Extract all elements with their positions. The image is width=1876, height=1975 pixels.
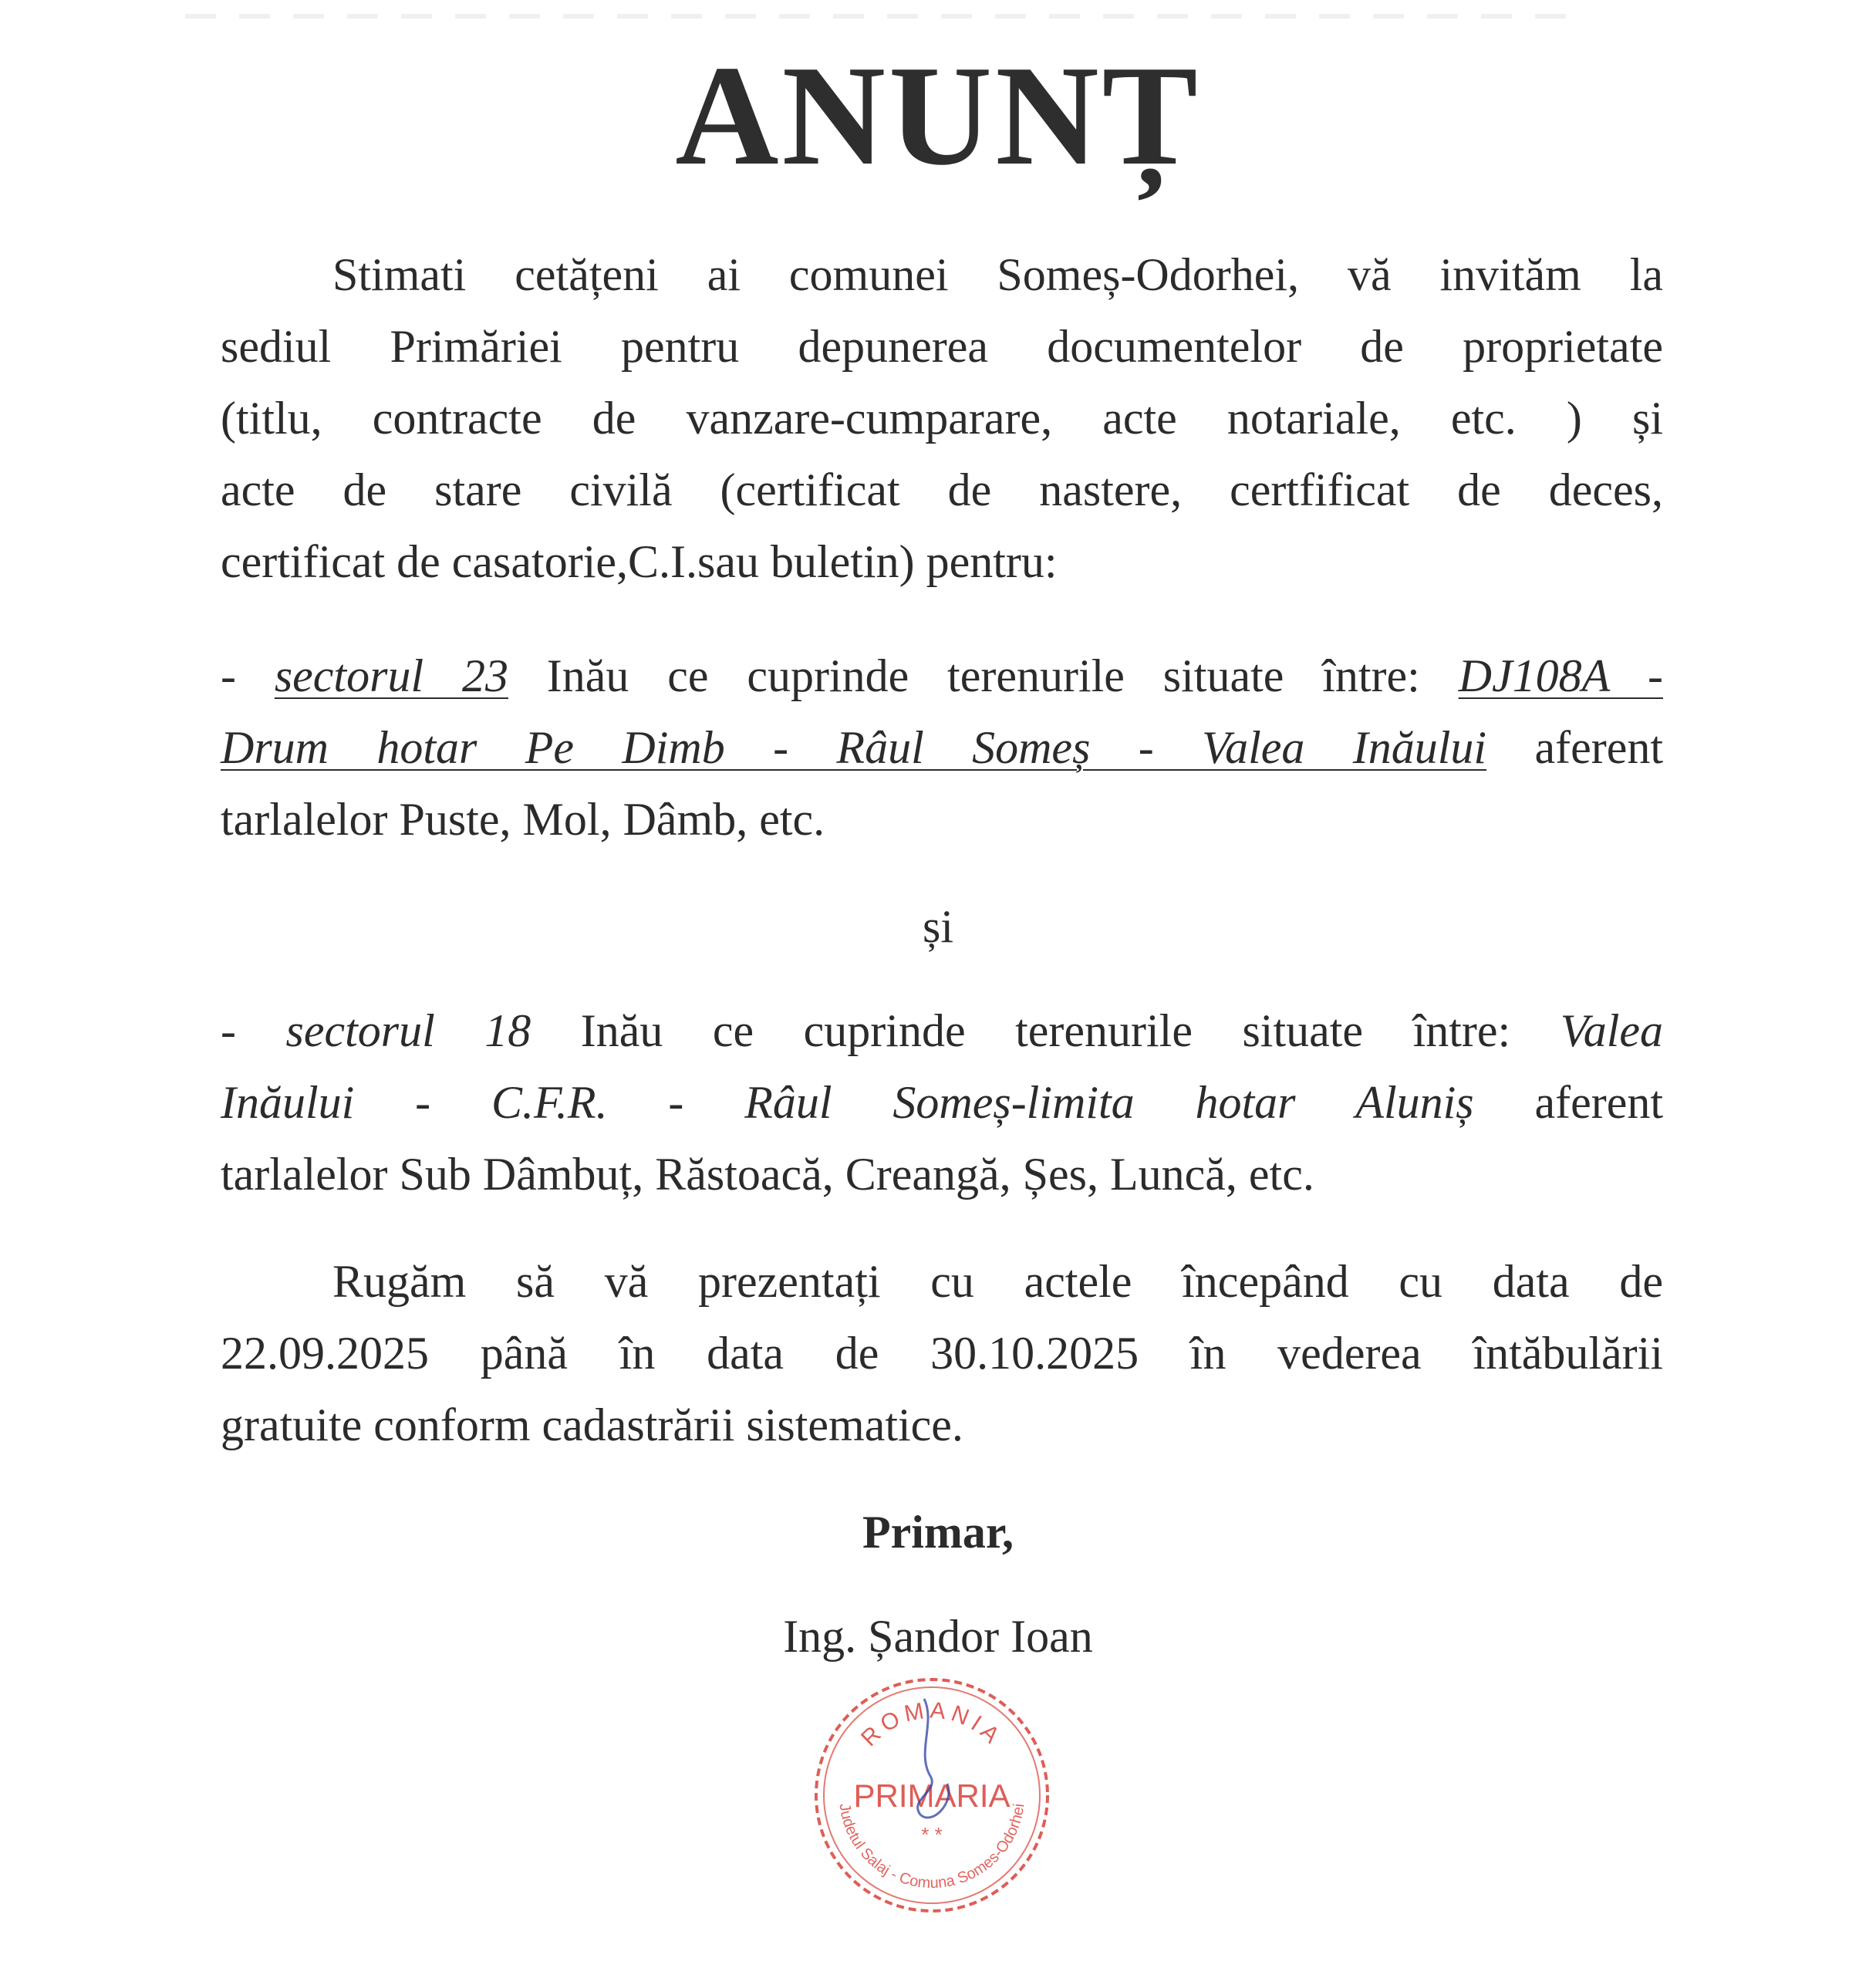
sector-18-route-b: Inăului - C.F.R. - Râul Someș-limita hotar Aluniș xyxy=(221,1077,1474,1128)
sector-23-aferent: aferent xyxy=(1534,722,1664,773)
sector-23-line-2 xyxy=(221,712,1663,784)
stamp-bottom-text: Judetul Salaj - Comuna Somes-Odorhei xyxy=(835,1802,1028,1892)
stamp-center-text: PRIMARIA xyxy=(853,1778,1011,1814)
sector-23-dash: - xyxy=(221,650,275,701)
closing-line-2: 22.09.2025 până în data de 30.10.2025 în vederea întăbulării xyxy=(221,1328,1663,1379)
sector-18-aferent: aferent xyxy=(1534,1077,1664,1128)
sector-18-paragraph xyxy=(221,995,1663,1210)
sector-23-paragraph xyxy=(221,640,1663,856)
official-stamp xyxy=(808,1668,1055,1923)
sector-18-line-1 xyxy=(221,995,1663,1067)
sector-18-name: sectorul 18 xyxy=(285,1005,531,1056)
intro-line-5: certificat de casatorie,C.I.sau buletin) pentru: xyxy=(221,536,1058,587)
sector-23-line-3: tarlalelor Puste, Mol, Dâmb, etc. xyxy=(221,794,825,845)
sector-23-route-b: Drum hotar Pe Dimb - Râul Someș - Valea Inăului xyxy=(221,722,1487,773)
sector-23-route-a: DJ108A - xyxy=(1458,650,1663,701)
sector-18-line-3: tarlalelor Sub Dâmbuț, Răstoacă, Creangă, Șes, Luncă, etc. xyxy=(221,1149,1314,1200)
sector-23-line-1 xyxy=(221,640,1663,712)
closing-line-1: Rugăm să vă prezentați cu actele începând cu data de xyxy=(332,1256,1663,1307)
closing-line-3: gratuite conform cadastrării sistematice. xyxy=(221,1399,963,1450)
signature-role: Primar, xyxy=(862,1507,1014,1558)
intro-line-1: Stimati cetățeni ai comunei Someș-Odorhei, vă invităm la xyxy=(332,249,1663,300)
sector-18-route-a: Valea xyxy=(1560,1005,1663,1056)
sector-18-line-2 xyxy=(221,1067,1663,1139)
closing-paragraph xyxy=(221,1246,1663,1461)
intro-line-3: (titlu, contracte de vanzare-cumparare, acte notariale, etc. ) și xyxy=(221,393,1663,444)
svg-text:ROMANIA xyxy=(856,1697,1007,1751)
sector-18-dash: - xyxy=(221,1005,286,1056)
stamp-icon xyxy=(808,1668,1055,1923)
sector-23-name: sectorul 23 xyxy=(274,650,508,701)
svg-text:* *: * * xyxy=(921,1823,943,1846)
intro-line-4: acte de stare civilă (certificat de nastere, certfificat de deces, xyxy=(221,464,1663,515)
intro-line-2: sediul Primăriei pentru depunerea documentelor de proprietate xyxy=(221,321,1663,372)
stamp-top-text: ROMANIA xyxy=(856,1697,1007,1752)
conjunction: și xyxy=(922,901,954,952)
sector-23-text: Inău ce cuprinde terenurile situate între: xyxy=(508,650,1459,701)
page-title: ANUNȚ xyxy=(675,36,1201,195)
sector-18-text: Inău ce cuprinde terenurile situate între: xyxy=(531,1005,1561,1056)
signature-name: Ing. Șandor Ioan xyxy=(783,1611,1093,1662)
scan-edge-artifact xyxy=(185,14,1589,19)
intro-paragraph xyxy=(221,239,1663,598)
